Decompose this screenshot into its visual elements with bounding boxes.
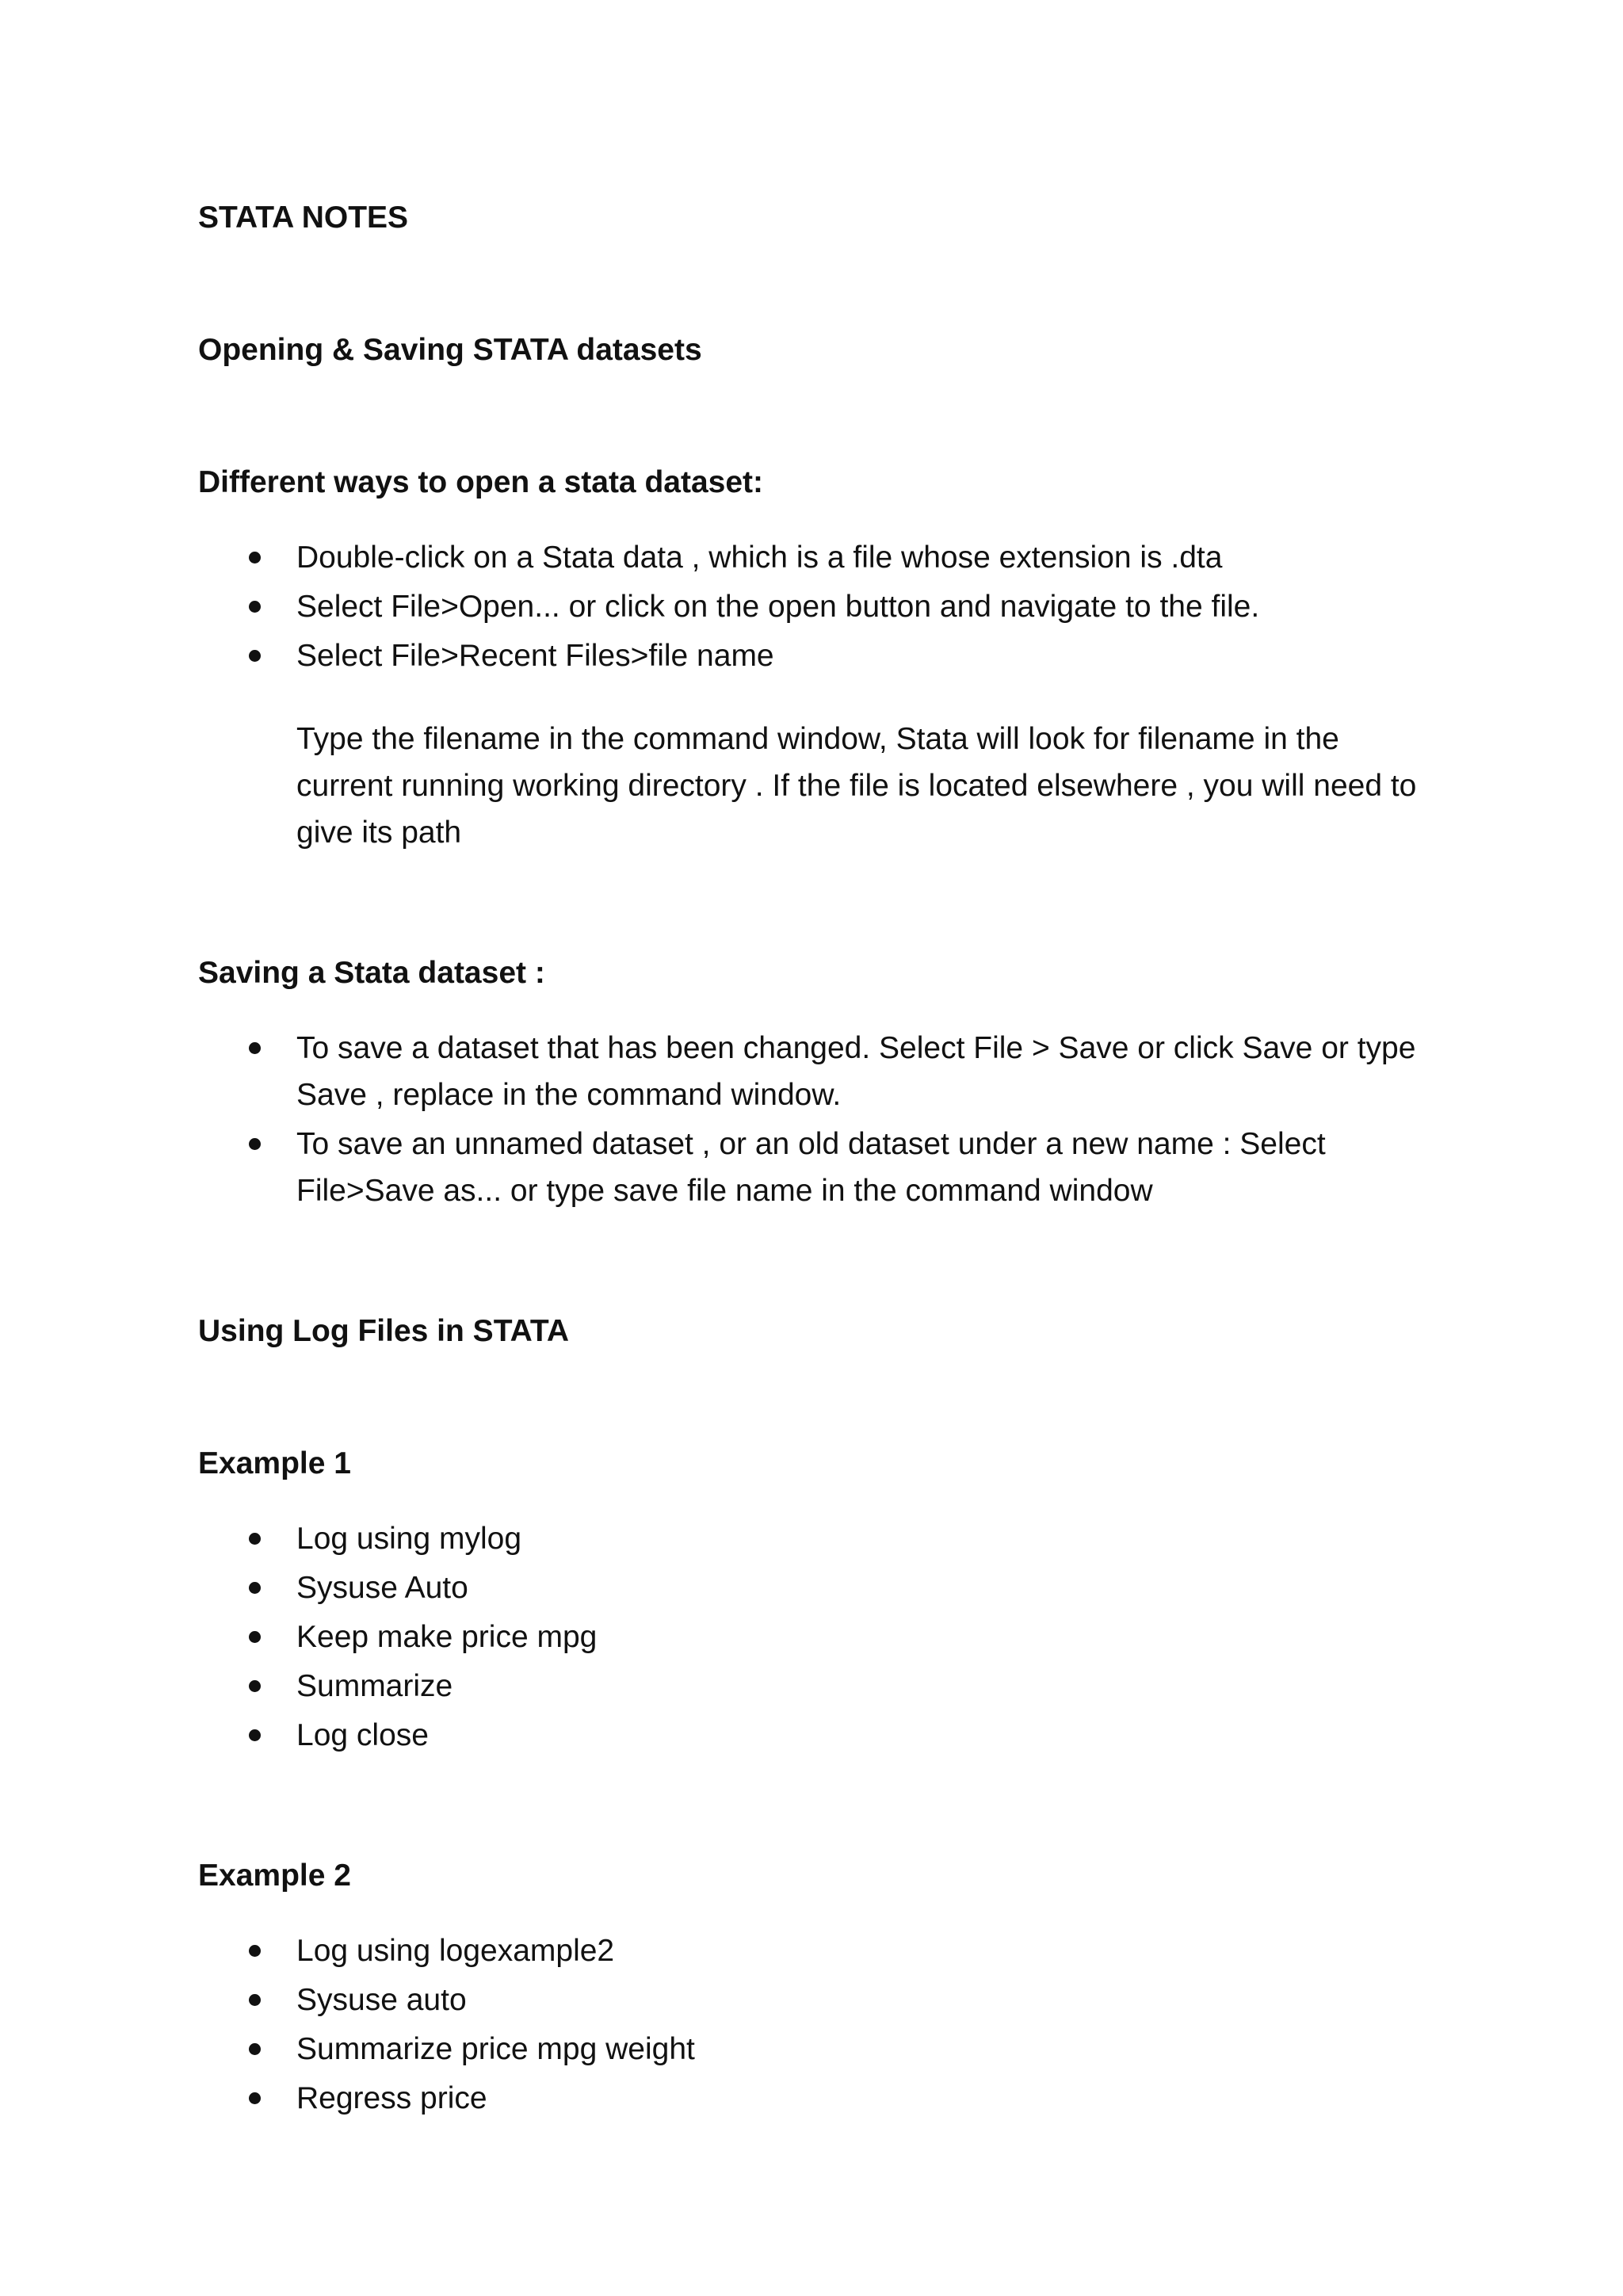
list-item bbox=[198, 1927, 1434, 1974]
list-item-text: To save a dataset that has been changed. Select File > Save or click Save or type Save , replace in the command window. bbox=[296, 1031, 1416, 1112]
list-item bbox=[198, 583, 1434, 630]
list-item bbox=[198, 1121, 1434, 1214]
example2-heading: Example 2 bbox=[198, 1859, 351, 1893]
section-heading-open-save: Opening & Saving STATA datasets bbox=[198, 333, 702, 367]
list-item bbox=[198, 1977, 1434, 2023]
list-item-text: To save an unnamed dataset , or an old dataset under a new name : Select File>Save as... or type save file name in the command window bbox=[296, 1127, 1326, 1208]
list-item bbox=[198, 1712, 1434, 1759]
example1-heading: Example 1 bbox=[198, 1446, 351, 1480]
saving-heading: Saving a Stata dataset : bbox=[198, 956, 545, 990]
bullet-icon bbox=[249, 1729, 261, 1741]
list-item-text: Double-click on a Stata data , which is a file whose extension is .dta bbox=[296, 541, 1223, 575]
list-item bbox=[198, 2075, 1434, 2122]
bullet-icon bbox=[249, 1582, 261, 1594]
bullet-icon bbox=[249, 2043, 261, 2055]
open-methods-list bbox=[198, 534, 1434, 679]
list-item-text: Summarize bbox=[296, 1669, 453, 1703]
bullet-icon bbox=[249, 552, 261, 563]
list-item bbox=[198, 2026, 1434, 2073]
list-item bbox=[198, 1614, 1434, 1660]
bullet-icon bbox=[249, 1042, 261, 1054]
list-item-text: Sysuse Auto bbox=[296, 1571, 468, 1605]
list-item-text: Keep make price mpg bbox=[296, 1620, 598, 1654]
open-paragraph: Type the filename in the command window, Stata will look for filename in the current running working directory . If the file is located elsewhere , you will need to give its path bbox=[296, 722, 1417, 850]
list-item bbox=[198, 1025, 1434, 1118]
list-item-text: Summarize price mpg weight bbox=[296, 2032, 695, 2066]
bullet-icon bbox=[249, 1680, 261, 1692]
bullet-icon bbox=[249, 650, 261, 662]
open-methods-heading: Different ways to open a stata dataset: bbox=[198, 465, 764, 499]
bullet-icon bbox=[249, 1533, 261, 1545]
bullet-icon bbox=[249, 2092, 261, 2104]
bullet-icon bbox=[249, 1994, 261, 2006]
bullet-icon bbox=[249, 1945, 261, 1957]
document-page bbox=[198, 198, 1434, 2124]
list-item bbox=[198, 1564, 1434, 1611]
bullet-icon bbox=[249, 1631, 261, 1643]
document-title: STATA NOTES bbox=[198, 201, 409, 235]
list-item-text: Select File>Open... or click on the open button and navigate to the file. bbox=[296, 590, 1260, 624]
bullet-icon bbox=[249, 1138, 261, 1150]
bullet-icon bbox=[249, 601, 261, 613]
list-item bbox=[198, 1515, 1434, 1562]
list-item-text: Log using mylog bbox=[296, 1522, 522, 1556]
log-files-heading: Using Log Files in STATA bbox=[198, 1314, 569, 1348]
list-item-text: Log using logexample2 bbox=[296, 1934, 615, 1968]
list-item bbox=[198, 1663, 1434, 1710]
list-item-text: Regress price bbox=[296, 2081, 487, 2115]
example1-list bbox=[198, 1515, 1434, 1759]
list-item bbox=[198, 534, 1434, 581]
saving-list bbox=[198, 1025, 1434, 1214]
list-item-text: Select File>Recent Files>file name bbox=[296, 639, 774, 673]
list-item-text: Sysuse auto bbox=[296, 1983, 467, 2017]
list-item bbox=[198, 632, 1434, 679]
example2-list bbox=[198, 1927, 1434, 2122]
list-item-text: Log close bbox=[296, 1718, 429, 1752]
